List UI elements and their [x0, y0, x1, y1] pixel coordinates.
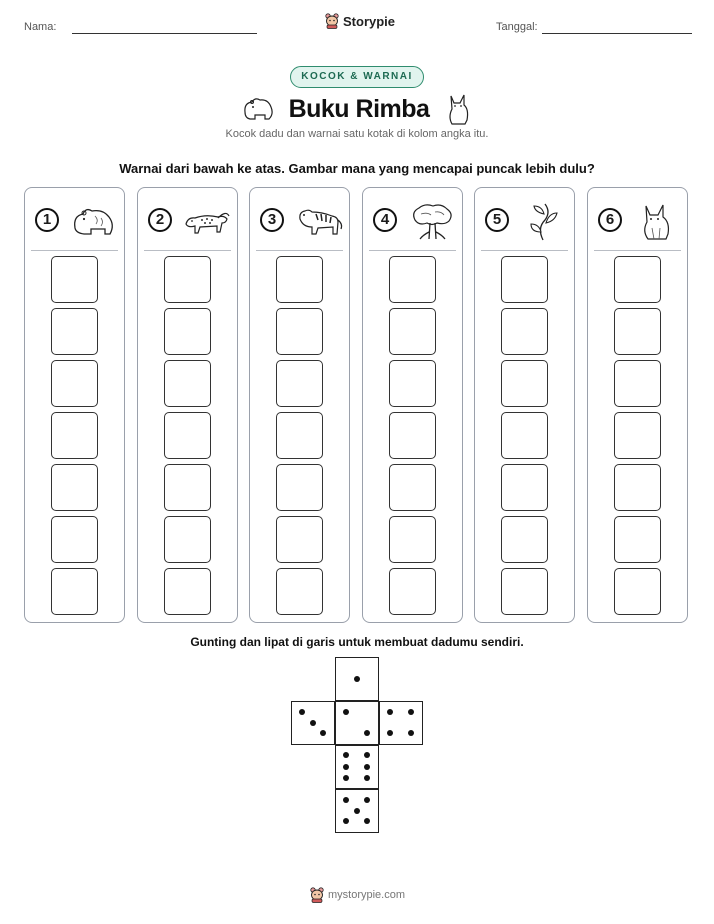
color-box[interactable] [614, 308, 661, 355]
color-box[interactable] [276, 360, 323, 407]
instruction: Warnai dari bawah ke atas. Gambar mana yang mencapai puncak lebih dulu? [119, 161, 595, 176]
color-box[interactable] [389, 256, 436, 303]
column-divider [31, 250, 118, 251]
color-box[interactable] [501, 256, 548, 303]
color-box[interactable] [276, 568, 323, 615]
color-box[interactable] [276, 516, 323, 563]
color-box[interactable] [51, 568, 98, 615]
color-box[interactable] [501, 464, 548, 511]
bear-icon [69, 202, 119, 242]
die-face-six [335, 745, 379, 789]
color-box[interactable] [51, 256, 98, 303]
die-pip [354, 808, 360, 814]
color-box[interactable] [276, 256, 323, 303]
color-box[interactable] [501, 516, 548, 563]
color-box[interactable] [164, 464, 211, 511]
cheetah-icon [182, 202, 232, 242]
column-divider [481, 250, 568, 251]
brand-logo [325, 13, 395, 29]
color-box[interactable] [614, 256, 661, 303]
vine-plant-icon [519, 202, 569, 242]
column-3 [249, 187, 350, 623]
color-box[interactable] [501, 412, 548, 459]
date-label: Tanggal: [496, 21, 538, 33]
storypie-mascot-icon [325, 13, 339, 29]
color-box[interactable] [51, 308, 98, 355]
die-pip [387, 730, 393, 736]
color-box[interactable] [276, 308, 323, 355]
title-row [0, 92, 714, 126]
color-box[interactable] [389, 412, 436, 459]
die-pip [354, 676, 360, 682]
column-number: 4 [373, 208, 397, 232]
bear-icon [241, 94, 275, 124]
die-pip [364, 818, 370, 824]
color-box[interactable] [389, 464, 436, 511]
page-title: Buku Rimba [288, 94, 430, 123]
die-pip [343, 709, 349, 715]
color-box[interactable] [164, 568, 211, 615]
column-divider [256, 250, 343, 251]
die-pip [343, 775, 349, 781]
die-pip [364, 752, 370, 758]
column-header [598, 202, 681, 242]
color-box[interactable] [51, 412, 98, 459]
die-pip [320, 730, 326, 736]
column-5 [474, 187, 575, 623]
color-box[interactable] [51, 516, 98, 563]
color-box[interactable] [51, 360, 98, 407]
color-box[interactable] [164, 308, 211, 355]
subtitle: Kocok dadu dan warnai satu kotak di kolom angka itu. [225, 128, 489, 140]
color-box[interactable] [501, 360, 548, 407]
color-box[interactable] [614, 516, 661, 563]
footer-url: mystorypie.com [328, 889, 406, 901]
badge: KOCOK & WARNAI [290, 66, 424, 88]
column-divider [369, 250, 456, 251]
column-header [373, 202, 456, 242]
column-header [260, 202, 343, 242]
die-pip [343, 752, 349, 758]
wolf-icon [632, 202, 682, 242]
wolf-icon [443, 92, 473, 126]
color-box[interactable] [614, 412, 661, 459]
die-pip [343, 818, 349, 824]
color-box[interactable] [614, 464, 661, 511]
name-line[interactable] [72, 33, 257, 34]
die-pip [299, 709, 305, 715]
column-2 [137, 187, 238, 623]
die-pip [364, 775, 370, 781]
color-box[interactable] [164, 516, 211, 563]
column-header [485, 202, 568, 242]
column-number: 3 [260, 208, 284, 232]
die-face-four [379, 701, 423, 745]
color-box[interactable] [276, 464, 323, 511]
column-divider [144, 250, 231, 251]
date-line[interactable] [542, 33, 692, 34]
color-box[interactable] [614, 568, 661, 615]
badge-wrap [0, 66, 714, 88]
die-face-five [335, 789, 379, 833]
column-number: 1 [35, 208, 59, 232]
color-box[interactable] [164, 412, 211, 459]
color-box[interactable] [389, 516, 436, 563]
column-header [148, 202, 231, 242]
die-pip [364, 797, 370, 803]
cut-instruction: Gunting dan lipat di garis untuk membuat dadumu sendiri. [190, 635, 524, 649]
brand-name: Storypie [343, 13, 396, 29]
column-4 [362, 187, 463, 623]
storypie-mascot-icon [310, 887, 324, 903]
color-box[interactable] [164, 360, 211, 407]
color-box[interactable] [389, 360, 436, 407]
name-label: Nama: [24, 21, 57, 33]
column-1 [24, 187, 125, 623]
die-pip [364, 764, 370, 770]
column-number: 5 [485, 208, 509, 232]
die-face-two [335, 701, 379, 745]
die-pip [408, 709, 414, 715]
color-box[interactable] [276, 412, 323, 459]
die-pip [364, 730, 370, 736]
color-box[interactable] [51, 464, 98, 511]
column-divider [594, 250, 681, 251]
color-box[interactable] [389, 308, 436, 355]
tree-icon [407, 202, 457, 242]
column-header [35, 202, 118, 242]
die-pip [387, 709, 393, 715]
die-pip [408, 730, 414, 736]
column-number: 2 [148, 208, 172, 232]
column-number: 6 [598, 208, 622, 232]
color-box[interactable] [614, 360, 661, 407]
die-face-three [291, 701, 335, 745]
column-6 [587, 187, 688, 623]
tiger-icon [294, 202, 344, 242]
color-box[interactable] [164, 256, 211, 303]
die-pip [343, 764, 349, 770]
die-pip [343, 797, 349, 803]
die-pip [310, 720, 316, 726]
color-box[interactable] [501, 308, 548, 355]
color-box[interactable] [501, 568, 548, 615]
color-box[interactable] [389, 568, 436, 615]
die-face-one [335, 657, 379, 701]
footer [310, 887, 405, 903]
